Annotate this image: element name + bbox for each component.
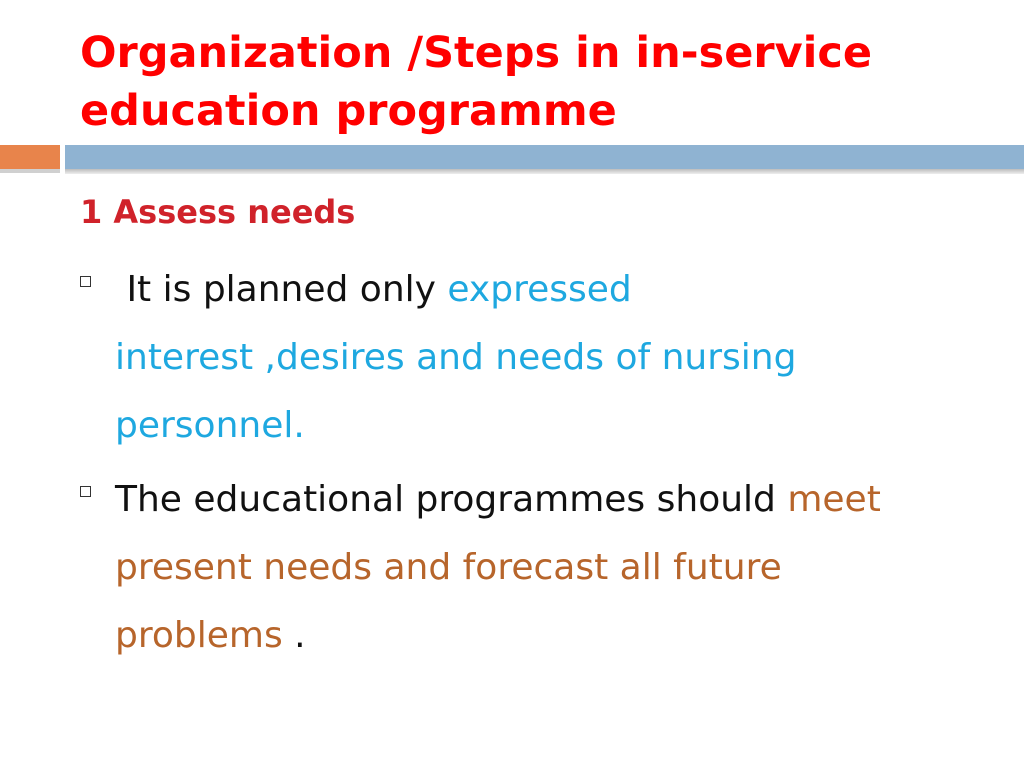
bullet-text-1 <box>115 256 985 460</box>
section-heading: 1 Assess needs <box>80 193 356 231</box>
square-bullet-icon <box>80 486 91 497</box>
bullet-1-line-1 <box>115 256 985 324</box>
bullet-1-text-plain: It is planned only <box>115 269 448 310</box>
bullet-2-text-highlight: meet <box>787 479 881 520</box>
accent-bar-orange <box>0 145 60 169</box>
accent-bar-blue <box>65 145 1024 169</box>
bullet-2-line-1 <box>115 466 985 534</box>
slide-title-line-2: education programme <box>80 86 617 136</box>
accent-bar-orange-shadow <box>0 169 60 173</box>
slide-title-line-1: Organization /Steps in in-service <box>80 28 873 78</box>
bullet-2-text-plain: The educational programmes should <box>115 479 788 520</box>
bullet-1-line-3: personnel. <box>115 405 305 446</box>
bullet-2-text-period: . <box>282 615 306 656</box>
bullet-2-line-3 <box>115 602 985 670</box>
accent-bar-blue-shadow <box>65 169 1024 174</box>
bullet-2-text-highlight-end: problems <box>115 615 283 656</box>
bullet-1-text-highlight: expressed <box>447 269 632 310</box>
square-bullet-icon <box>80 276 91 287</box>
bullet-text-2 <box>115 466 985 670</box>
bullet-2-line-2: present needs and forecast all future <box>115 547 782 588</box>
slide-title <box>80 24 1000 140</box>
bullet-1-line-2: interest ,desires and needs of nursing <box>115 337 797 378</box>
